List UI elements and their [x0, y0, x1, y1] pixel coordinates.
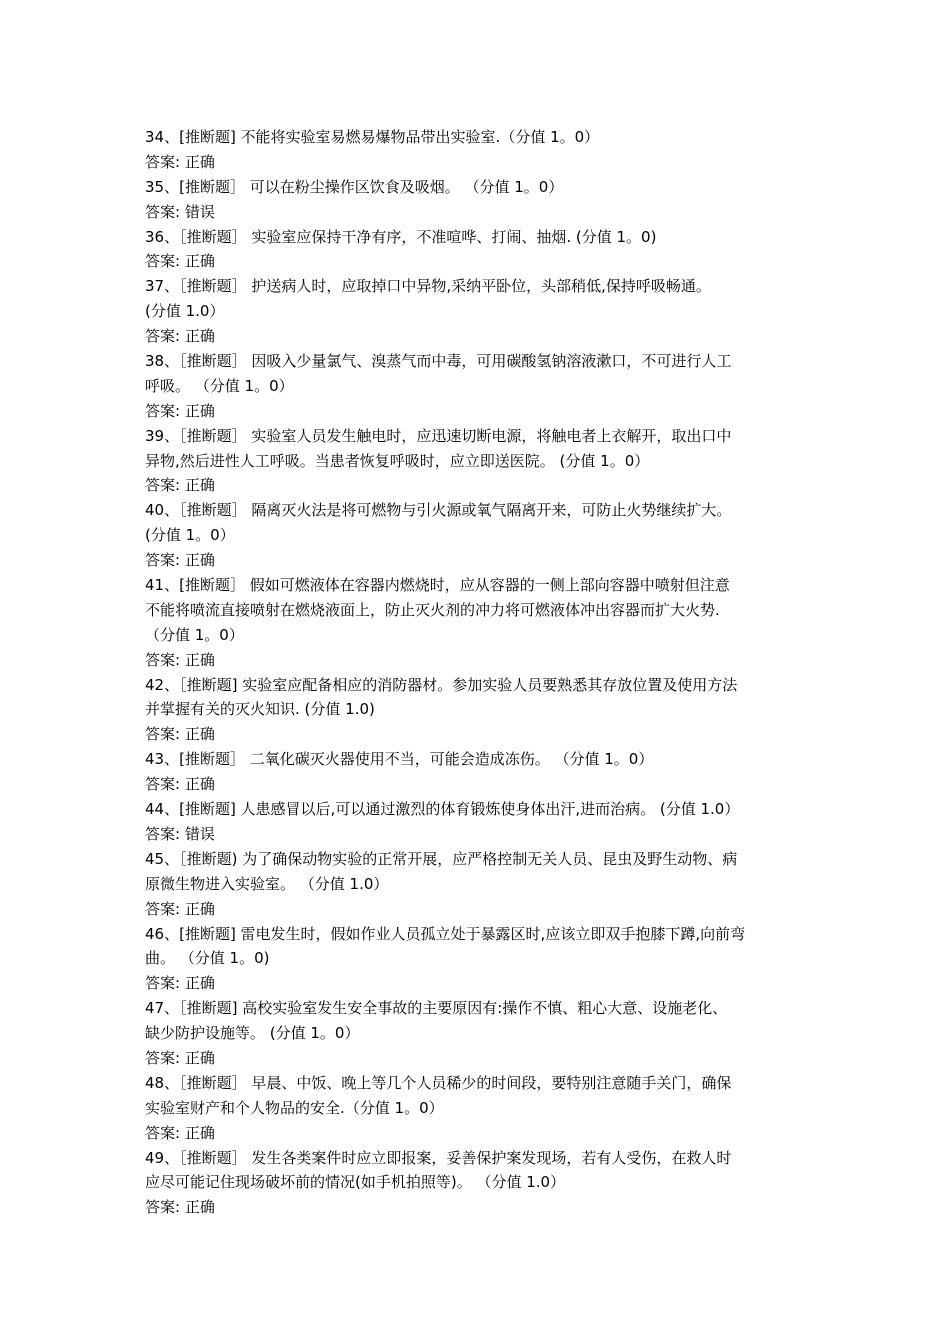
question-text-line: 异物,然后进性人工呼吸。当患者恢复呼吸时，应立即送医院。 (分值 1。0）	[145, 451, 650, 470]
question-text-line: (分值 1.0）	[145, 302, 225, 321]
question-item	[145, 225, 810, 275]
question-item	[145, 673, 810, 748]
question-text-line: 并掌握有关的灭火知识. (分值 1.0)	[145, 700, 375, 719]
answer-line: 答案: 正确	[145, 974, 215, 993]
answer-line: 答案: 正确	[145, 401, 215, 420]
question-text-line: 应尽可能记住现场破坏前的情况(如手机拍照等)。 （分值 1.0）	[145, 1173, 566, 1192]
question-text-line: 缺少防护设施等。 (分值 1。0）	[145, 1024, 360, 1043]
answer-line: 答案: 正确	[145, 775, 215, 794]
question-text-line: 41、[推断题］ 假如可燃液体在容器内燃烧时，应从容器的一侧上部向容器中喷射但注意	[145, 576, 730, 595]
question-item	[145, 274, 810, 349]
question-text-line: 35、[推断题］ 可以在粉尘操作区饮食及吸烟。 （分值 1。0）	[145, 177, 564, 196]
question-text-line: 47、［推断题] 高校实验室发生安全事故的主要原因有:操作不慎、粗心大意、设施老化、	[145, 999, 728, 1018]
question-text-line: 37、［推断题］ 护送病人时，应取掉口中异物,采纳平卧位，头部稍低,保持呼吸畅通。	[145, 277, 711, 296]
answer-line: 答案: 正确	[145, 252, 215, 271]
answer-line: 答案: 正确	[145, 327, 215, 346]
answer-line: 答案: 正确	[145, 899, 215, 918]
question-text-line: （分值 1。0）	[145, 625, 244, 644]
question-text-line: 44、[推断题] 人患感冒以后,可以通过激烈的体育锻炼使身体出汗,进而治病。 (分值 1.0）	[145, 800, 740, 819]
question-text-line: 48、［推断题］ 早晨、中饭、晚上等几个人员稀少的时间段，要特别注意随手关门，确保	[145, 1073, 732, 1092]
question-text-line: 42、［推断题] 实验室应配备相应的消防器材。参加实验人员要熟悉其存放位置及使用方法	[145, 675, 738, 694]
question-text-line: (分值 1。0）	[145, 526, 235, 545]
question-item	[145, 175, 810, 225]
answer-line: 答案: 正确	[145, 152, 215, 171]
question-item	[145, 573, 810, 673]
question-item	[145, 747, 810, 797]
answer-line: 答案: 错误	[145, 824, 215, 843]
question-text-line: 45、［推断题) 为了确保动物实验的正常开展，应严格控制无关人员、昆虫及野生动物、病	[145, 849, 738, 868]
question-text-line: 39、［推断题］ 实验室人员发生触电时，应迅速切断电源，将触电者上衣解开，取出口中	[145, 426, 732, 445]
question-text-line: 实验室财产和个人物品的安全.（分值 1。0）	[145, 1098, 444, 1117]
answer-line: 答案: 正确	[145, 476, 215, 495]
question-text-line: 曲。 （分值 1。0)	[145, 949, 270, 968]
question-item	[145, 1071, 810, 1146]
question-text-line: 呼吸。 （分值 1。0）	[145, 376, 294, 395]
question-item	[145, 1146, 810, 1221]
question-text-line: 38、［推断题］ 因吸入少量氯气、溴蒸气而中毒，可用碳酸氢钠溶液漱口，不可进行人工	[145, 352, 732, 371]
question-text-line: 不能将喷流直接喷射在燃烧液面上，防止灭火剂的冲力将可燃液体冲出容器而扩大火势.	[145, 600, 720, 619]
question-text-line: 34、[推断题] 不能将实验室易燃易爆物品带出实验室.（分值 1。0）	[145, 128, 600, 146]
question-item	[145, 125, 810, 175]
document-page	[145, 125, 810, 1220]
question-item	[145, 797, 810, 847]
question-item	[145, 922, 810, 997]
question-item	[145, 424, 810, 499]
question-text-line: 36、［推断题］ 实验室应保持干净有序，不准喧哗、打闹、抽烟. (分值 1。0)	[145, 227, 657, 246]
question-text-line: 原微生物进入实验室。 （分值 1.0）	[145, 874, 389, 893]
answer-line: 答案: 错误	[145, 202, 215, 221]
question-text-line: 43、[推断题］ 二氧化碳灭火器使用不当，可能会造成冻伤。 （分值 1。0）	[145, 750, 654, 769]
answer-line: 答案: 正确	[145, 650, 215, 669]
question-item	[145, 349, 810, 424]
question-item	[145, 498, 810, 573]
question-item	[145, 847, 810, 922]
answer-line: 答案: 正确	[145, 1198, 215, 1217]
question-item	[145, 996, 810, 1071]
question-text-line: 49、［推断题］ 发生各类案件时应立即报案，妥善保护案发现场，若有人受伤，在救人时	[145, 1148, 732, 1167]
answer-line: 答案: 正确	[145, 1048, 215, 1067]
question-text-line: 46、[推断题] 雷电发生时，假如作业人员孤立处于暴露区时,应该立即双手抱膝下蹲,向前弯	[145, 924, 746, 943]
answer-line: 答案: 正确	[145, 725, 215, 744]
question-text-line: 40、［推断题］ 隔离灭火法是将可燃物与引火源或氧气隔离开来，可防止火势继续扩大。	[145, 501, 732, 520]
answer-line: 答案: 正确	[145, 551, 215, 570]
answer-line: 答案: 正确	[145, 1123, 215, 1142]
